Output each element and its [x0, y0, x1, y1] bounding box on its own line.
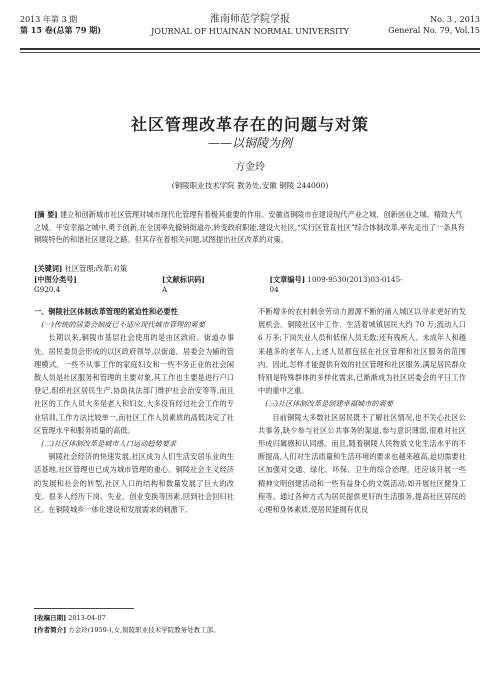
subsection-heading: (三)社区体制改革是创建幸福城市的需要: [265, 399, 393, 409]
received-label: [收稿日期]: [34, 614, 67, 622]
author-affiliation: (铜陵职业技术学院 教务处,安徽 铜陵 244000): [171, 181, 329, 190]
paragraph: 不断增多的农村剩余劳动力源源不断的涌入城区以寻求更好的发展机会。铜陵社区中工作、生活着城镇居民大约 70 万;流动人口 6 万多;下岗失业人员和低保人员无数;还有残疾人、未成年人和越来越多的老年人,上述人员都包括在社区管理和社区服务的范围内。因此,怎样才能提供有效的社区管理和社区服务,满足居民群众特别是特殊群体的多样化需求,已渐渐成为社区居委会的平日工作中的重中之重。: [258, 307, 466, 396]
classification-row: [34, 275, 466, 294]
issue-line: 2013 年第 3 期: [20, 15, 78, 24]
article-title: 社区管理改革存在的问题与对策: [130, 115, 369, 134]
footnote: [34, 612, 220, 636]
article-no-label: [文章编号]: [269, 275, 306, 284]
clc: [34, 275, 132, 294]
header-rule: [20, 48, 480, 50]
paragraph: 长期以来,铜陵市基层社会使用的是由区政府、街道办事处、居民委员会形成的以区政府领导,以街道、居委会为辅的管理模式。一些不从事工作的家庭妇女和一些不务正业的社会闲散人员是社区服务和管理的主要对象,其工作也主要是进行户口登记,组织社区居民生产,协助执法部门维护社会治安等等,而且社区的工作人员大多是老人和妇女,大多没有经过社会工作的专业培训,工作方法比较单一,而社区工作人员素质的高低决定了社区管理水平和服务质量的高低。: [34, 333, 234, 435]
header-rule-thin: [20, 52, 480, 53]
paragraph: 铜陵社会经济的快速发展,社区成为人们生活安居乐业的生活基地,社区管理也已成为城市管理的重心。铜陵社会主义经济的发展和社会的转型,社区人口的结构和数量发展了巨大的改变。很多人经历下岗、失业、创业变换等因素,回到社会回归社区。在铜陵城乡一体化建设和发展需求的刺激下,: [34, 452, 234, 515]
abstract-text: 建立和创新城市社区管理对城市现代化管理有着极其重要的作用。安徽省铜陵市在建设现代产业之城、创新创业之城、精致大气之城、平安幸福之城中,勇于创新,在全国率先撤销街道办,转变政府职能,建设大社区,“实行区管直社区”综合体制改革,率先走出了一条具有铜陵特色的和谐社区建设之路。但其存在着相关问题,试图提出社区改革的对策。: [34, 210, 465, 244]
keywords-text: 社区管理;改革;对策: [64, 264, 128, 273]
article-no: [270, 275, 436, 294]
author-bio-label: [作者简介]: [34, 626, 67, 634]
author-bio: [34, 624, 220, 636]
author-bio-value: 方金玲(1959-),女,铜陵职业技术学院教务处教工部。: [68, 626, 220, 634]
journal-name-en: JOURNAL OF HUAINAN NORMAL UNIVERSITY: [151, 27, 349, 36]
section-heading: 一、铜陵社区体制改革管理的紧迫性和必要性: [34, 307, 178, 316]
clc-label: [中图分类号]: [34, 275, 77, 284]
journal-name-cn: 淮南师范学院学报: [210, 14, 290, 25]
doc-code-value: A: [161, 285, 168, 294]
keywords-label: [关键词]: [34, 264, 63, 273]
volume-line: 第 15 卷(总第 79 期): [20, 25, 101, 35]
clc-value: G920.4: [34, 285, 61, 294]
issue-number: [388, 14, 480, 36]
footnote-rule: [34, 608, 134, 609]
received-value: 2013-04-07: [68, 614, 106, 622]
general-number-line: General No. 79, Vol.15: [388, 26, 480, 35]
doc-code-label: [文献标识码]: [161, 275, 205, 284]
issue-number-line: No. 3 , 2013: [430, 15, 480, 24]
subsection-heading: (一)传统的居委会制度已不适应现代城市管理的需要: [41, 320, 205, 330]
abstract-label: [摘 要]: [34, 210, 58, 219]
subsection-heading: (二)社区体制改革是城市人口运动趋势要求: [41, 439, 177, 449]
abstract: [34, 209, 466, 247]
article-no-value: 1009-9530(2013)03-0145-04: [269, 275, 403, 294]
received-date: [34, 612, 220, 624]
doc-code: [162, 275, 240, 294]
right-column: [258, 305, 466, 516]
article-author: 方金玲: [235, 162, 265, 173]
paragraph: 目前铜陵大多数社区居民既不了解社区情况,也不关心社区公共事务,缺少参与社区公共事务的渠道,参与意识薄弱,很难对社区形成归属感和认同感。而且,随着铜陵人民物质文化生活水平的不断提高,人们对生活质量和生活环境的要求也越来越高,迫切需要社区加强对交通、绿化、环保、卫生的综合治理。还应该开展一些精神文明创建活动和一些有益身心的文娱活动,如开展社区健身工程等。通过各种方式为居民提供更好的生活服务,提高社区居民的心理和身体素质,使居民能拥有优良: [258, 412, 466, 515]
article-subtitle: ——以铜陵为例: [207, 136, 292, 150]
journal-header: [20, 14, 480, 48]
keywords: [34, 263, 127, 274]
left-column: [34, 305, 234, 516]
